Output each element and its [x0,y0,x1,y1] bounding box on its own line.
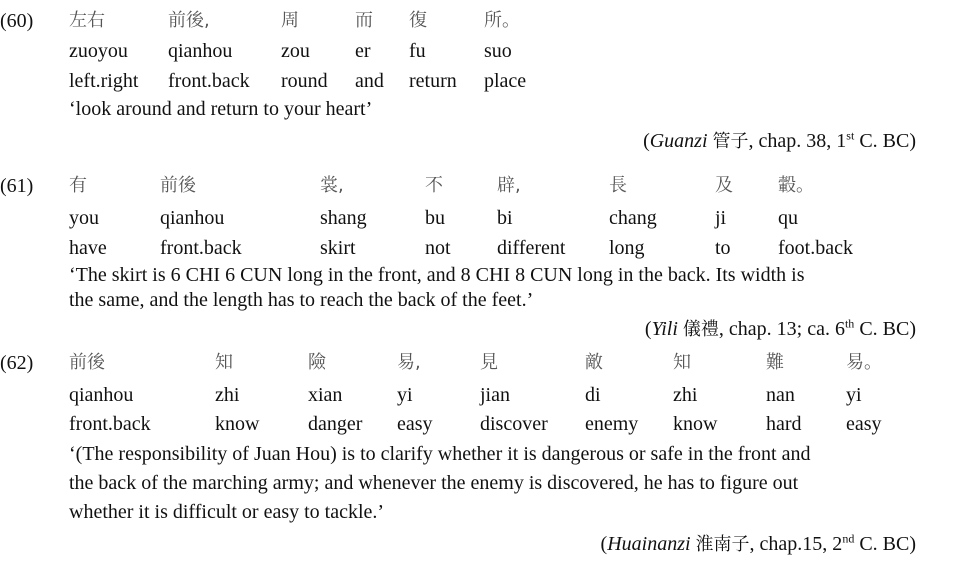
example-number: (62) [0,352,34,374]
source-citation: (Huainanzi 淮南子, chap.15, 2nd C. BC) [600,531,916,555]
gloss-word: enemy [585,413,639,435]
gloss-word: front.back [69,413,151,435]
gloss-word: front.back [160,237,242,259]
pinyin-word: xian [308,384,343,406]
source-tail: C. BC) [854,533,916,555]
pinyin-word: jian [480,384,510,406]
pinyin-word: di [585,384,601,406]
pinyin-word: qianhou [168,40,233,62]
chinese-word: 難 [766,352,784,373]
pinyin-word: ji [715,207,727,229]
chinese-word: 險 [308,352,326,373]
gloss-word: easy [397,413,433,435]
pinyin-word: shang [320,207,367,229]
translation-line: the same, and the length has to reach the back of the feet.’ [69,289,534,311]
source-work: Guanzi [649,130,708,152]
gloss-word: know [673,413,718,435]
pinyin-word: zou [281,40,310,62]
translation [69,440,899,527]
chinese-word: 易。 [846,352,882,373]
chinese-word: 敵 [585,352,603,373]
chinese-word: 有 [69,175,87,196]
gloss-word: easy [846,413,882,435]
pinyin-word: yi [846,384,862,406]
source-ordinal: st [846,128,855,143]
gloss-word: return [409,70,457,92]
gloss-word: danger [308,413,363,435]
source-tail: C. BC) [854,318,916,340]
translation-line: ‘(The responsibility of Juan Hou) is to clarify whether it is dangerous or safe in the front and [69,443,811,465]
chinese-word: 見 [480,352,498,373]
chinese-word: 所。 [484,10,520,31]
chinese-word: 左右 [69,10,105,31]
pinyin-word: er [355,40,371,62]
translation-line: the back of the marching army; and whenever the enemy is discovered, he has to figure out [69,472,799,494]
chinese-word: 知 [215,352,233,373]
gloss-word: round [281,70,328,92]
translation-line: whether it is difficult or easy to tackle.’ [69,501,385,523]
chinese-word: 辟, [497,175,521,196]
source-work-chinese: 儀禮 [682,319,719,340]
gloss-word: have [69,237,107,259]
source-citation: (Guanzi 管子, chap. 38, 1st C. BC) [643,128,916,152]
gloss-word: not [425,237,451,259]
gloss-word: hard [766,413,802,435]
gloss-word: and [355,70,384,92]
chinese-word: 長 [609,175,627,196]
chinese-word: 前後, [168,10,210,31]
translation: ‘look around and return to your heart’ [69,98,373,120]
chinese-word: 復 [409,10,427,31]
source-citation: (Yili 儀禮, chap. 13; ca. 6th C. BC) [644,316,916,340]
source-work: Yili [651,318,678,340]
chinese-word: 裳, [320,175,344,196]
source-ordinal: nd [842,531,855,546]
gloss-word: know [215,413,260,435]
source-chapter: , chap. 13; ca. 6 [718,318,845,340]
gloss-word: to [715,237,731,259]
chinese-word: 轂。 [778,175,814,196]
example-number: (61) [0,175,34,197]
source-work-chinese: 管子 [712,131,749,152]
gloss-word: place [484,70,527,92]
gloss-word: different [497,237,566,259]
gloss-word: foot.back [778,237,853,259]
source-work: Huainanzi [607,533,691,555]
chinese-word: 及 [715,175,733,196]
example-number: (60) [0,10,34,32]
pinyin-word: zuoyou [69,40,128,62]
gloss-word: skirt [320,237,356,259]
source-work-chinese: 淮南子 [695,534,750,555]
pinyin-word: bu [425,207,445,229]
chinese-word: 前後 [69,352,105,373]
pinyin-word: qu [778,207,798,229]
chinese-word: 周 [281,10,299,31]
source-chapter: , chap.15, 2 [749,533,843,555]
pinyin-word: chang [609,207,657,229]
source-tail: C. BC) [854,130,916,152]
gloss-word: left.right [69,70,139,92]
pinyin-word: yi [397,384,413,406]
chinese-word: 知 [673,352,691,373]
pinyin-word: bi [497,207,513,229]
pinyin-word: zhi [215,384,240,406]
pinyin-word: you [69,207,99,229]
translation [69,261,899,315]
chinese-word: 不 [425,175,443,196]
pinyin-word: suo [484,40,512,62]
translation-line: ‘The skirt is 6 CHI 6 CUN long in the front, and 8 CHI 8 CUN long in the back. Its width is [69,264,805,286]
pinyin-word: nan [766,384,795,406]
source-chapter: , chap. 38, 1 [748,130,847,152]
pinyin-word: qianhou [69,384,134,406]
gloss-word: long [609,237,645,259]
gloss-word: discover [480,413,548,435]
chinese-word: 易, [397,352,421,373]
chinese-word: 前後 [160,175,196,196]
pinyin-word: qianhou [160,207,225,229]
chinese-word: 而 [355,10,373,31]
source-ordinal: th [844,316,855,331]
pinyin-word: zhi [673,384,698,406]
pinyin-word: fu [409,40,426,62]
gloss-word: front.back [168,70,250,92]
